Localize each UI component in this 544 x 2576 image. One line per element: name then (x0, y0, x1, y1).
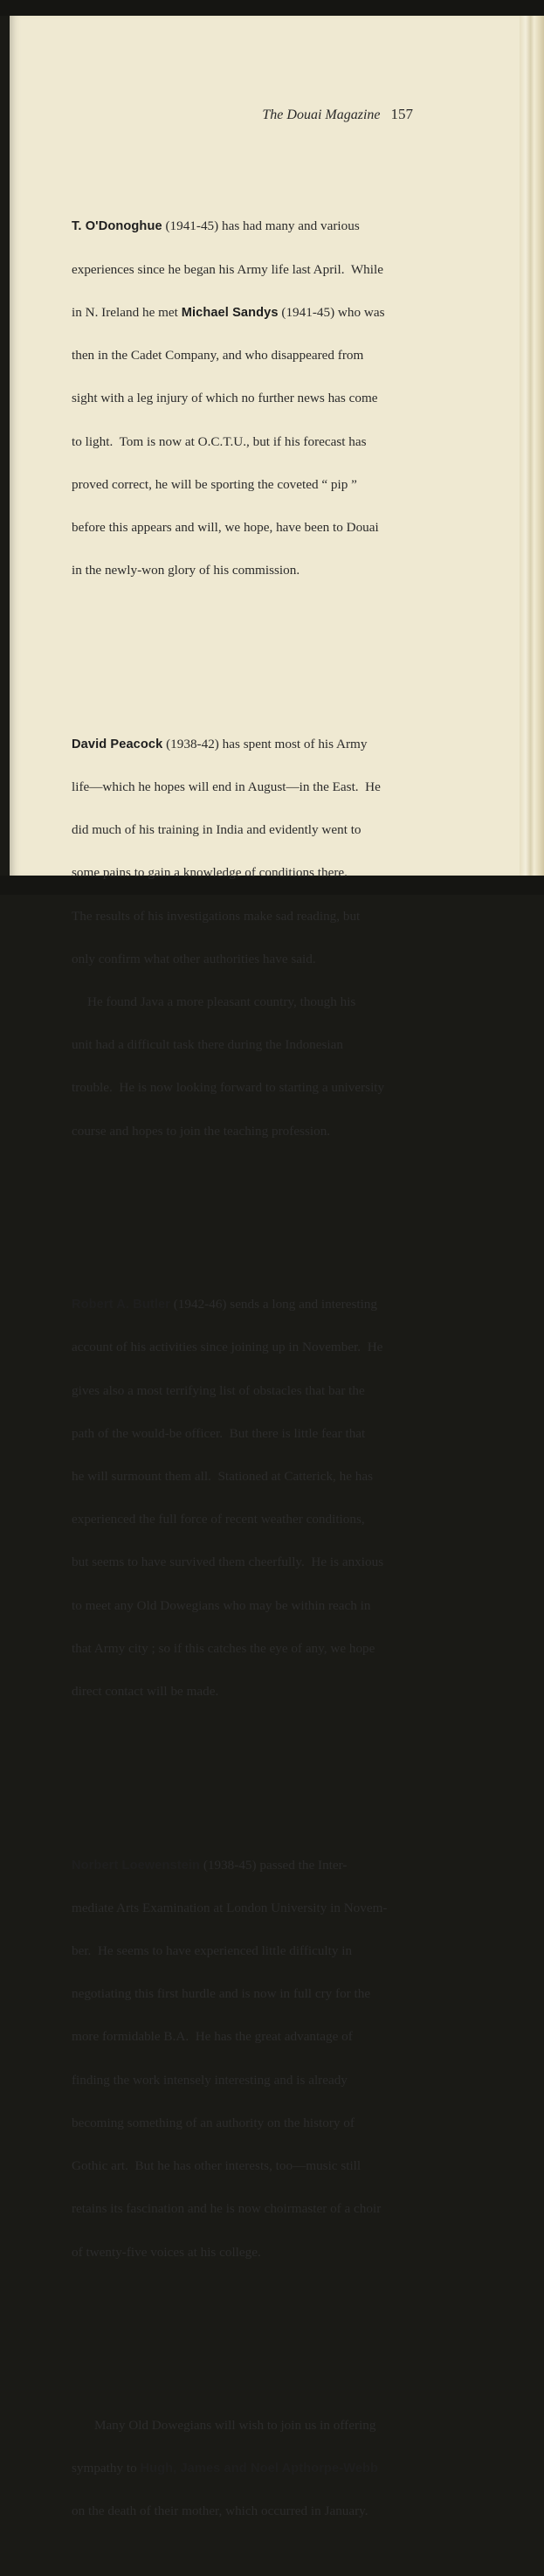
text-line: more formidable B.A. He has the great advantage of (72, 2029, 353, 2045)
text-line: that Army city ; so if this catches the eye of any, we hope (72, 1640, 375, 1656)
article-body (72, 134, 416, 2576)
text-line: some pains to gain a knowledge of conditions there. (72, 865, 348, 881)
text-line: did much of his training in India and evidently went to (72, 822, 362, 838)
text-line: path of the would-be officer. But there is little fear that (72, 1425, 366, 1441)
text-line: direct contact will be made. (72, 1684, 219, 1700)
person-name: T. O'Donoghue (72, 219, 162, 234)
page-number: 157 (390, 106, 413, 122)
journal-title: The Douai Magazine (262, 107, 381, 122)
person-name: Norbert Loewenstein (72, 1858, 201, 1873)
running-header (0, 106, 413, 123)
text-line: sympathy to (72, 2461, 141, 2476)
page-edges (520, 16, 544, 876)
text-line: becoming something of an authority on the history of (72, 2115, 355, 2130)
text-line: life—which he hopes will end in August—in the East. He (72, 779, 381, 794)
text-line: account of his activities since joining up in November. He (72, 1340, 383, 1355)
text-line: negotiating this first hurdle and is now in full cry for the (72, 1986, 371, 2002)
text-line: mediate Arts Examination at London University in Novem- (72, 1900, 388, 1915)
text-line: The results of his investigations make sad reading, but (72, 908, 361, 924)
text-line: proved correct, he will be sporting the coveted “ pip ” (72, 476, 357, 492)
paragraph-peacock (72, 709, 416, 1167)
text-line: ber. He seems to have experienced little difficulty in (72, 1942, 353, 1958)
paragraph-butler (72, 1269, 416, 1728)
text-line: then in the Cadet Company, and who disappeared from (72, 348, 364, 364)
text-line: retains its fascination and he is now choirmaster of a choir (72, 2201, 382, 2217)
text-line: unit had a difficult task there during the Indonesian (72, 1037, 343, 1053)
text-line: He found Java a more pleasant country, though his (87, 994, 356, 1009)
text-line: (1938-42) has spent most of his Army (162, 736, 368, 751)
text-line: (1938-45) passed the Inter- (200, 1857, 348, 1873)
paragraph-odonoghue (72, 191, 416, 607)
text-line: on the death of their mother, which occurred in January. (72, 2503, 368, 2519)
text-line: sight with a leg injury of which no further news has come (72, 391, 378, 406)
text-line: experiences since he began his Army life last April. While (72, 261, 383, 277)
person-name: Hugh, James and Noel Apthorpe-Webb (140, 2462, 379, 2476)
paragraph-loewenstein (72, 1830, 416, 2289)
text-line: course and hopes to join the teaching profession. (72, 1123, 331, 1139)
person-name: Robert A. Butler (72, 1298, 170, 1312)
person-name: Michael Sandys (181, 305, 279, 320)
text-line: before this appears and will, we hope, have been to Douai (72, 519, 379, 535)
text-line: experienced the full force of recent weather conditions, (72, 1512, 365, 1527)
text-line: trouble. He is now looking forward to starting a university (72, 1080, 385, 1096)
text-line: gives also a most terrifying list of obstacles that bar the (72, 1382, 365, 1398)
text-line: Gothic art. But he has other interests, too—music still (72, 2158, 362, 2174)
text-line: in N. Ireland he met (72, 304, 182, 320)
text-line: only confirm what other authorities have said. (72, 951, 316, 966)
paragraph-apthorpe-webb (72, 2390, 416, 2547)
person-name: David Peacock (72, 737, 163, 751)
text-line: Many Old Dowegians will wish to join us in offering (94, 2417, 376, 2433)
text-line: finding the work intensely interesting and is already (72, 2072, 348, 2088)
text-line: but seems to have survived them cheerfully. He is anxious (72, 1555, 384, 1570)
text-line: he will surmount them all. Stationed at Catterick, he has (72, 1468, 374, 1484)
text-line: to light. Tom is now at O.C.T.U., but if his forecast has (72, 433, 367, 449)
text-line: in the newly-won glory of his commission. (72, 563, 300, 578)
text-line: (1941-45) who was (278, 304, 385, 320)
text-line: of twenty-five voices at his college. (72, 2244, 261, 2260)
text-line: (1942-46) sends a long and interesting (169, 1297, 377, 1312)
text-line: (1941-45) has had many and various (162, 218, 360, 234)
scan-top-border (0, 0, 544, 16)
text-line: to meet any Old Dowegians who may be within reach in (72, 1597, 371, 1613)
